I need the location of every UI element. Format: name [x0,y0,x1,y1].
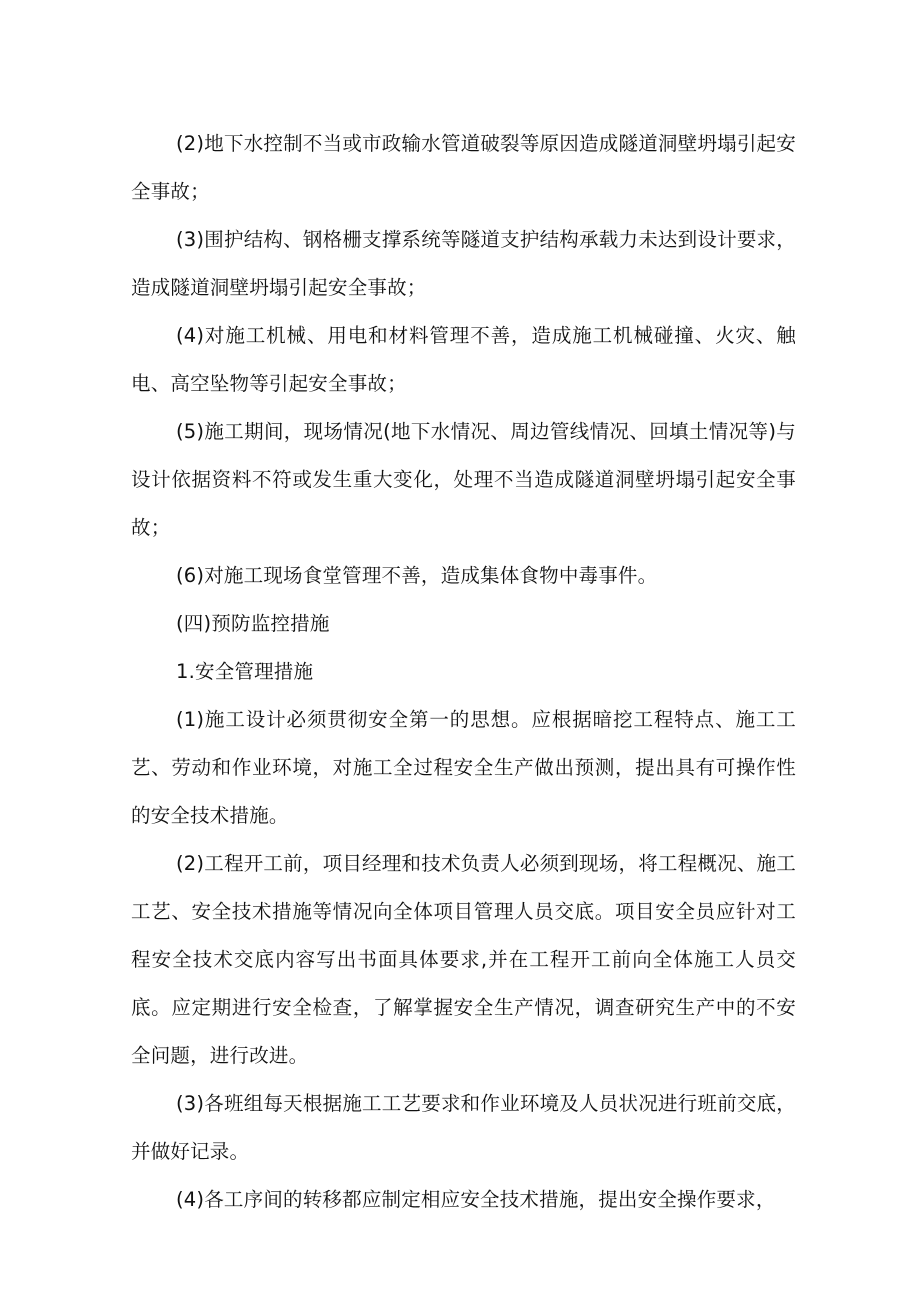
section-heading-prevention: (四)预防监控措施 [176,612,330,635]
subsection-heading-safety-management: 1.安全管理措施 [176,660,314,683]
paragraph-risk-2: (2)地下水控制不当或市政输水管道破裂等原因造成隧道洞壁坍塌引起安全事故； [131,132,796,203]
paragraph-measure-4: (4)各工序间的转移都应制定相应安全技术措施，提出安全操作要求， [176,1188,776,1211]
paragraph-risk-4: (4)对施工机械、用电和材料管理不善，造成施工机械碰撞、火灾、触电、高空坠物等引起安全事故； [131,324,796,395]
document-body [131,120,796,1224]
paragraph-risk-6: (6)对施工现场食堂管理不善，造成集体食物中毒事件。 [176,564,658,587]
paragraph-risk-5: (5)施工期间，现场情况(地下水情况、周边管线情况、回填土情况等)与设计依据资料不符或发生重大变化，处理不当造成隧道洞壁坍塌引起安全事故； [131,420,796,539]
paragraph-measure-2: (2)工程开工前，项目经理和技术负责人必须到现场，将工程概况、施工工艺、安全技术措施等情况向全体项目管理人员交底。项目安全员应针对工程安全技术交底内容写出书面具体要求,并在工程开工前向全体施工人员交底。应定期进行安全检查，了解掌握安全生产情况，调查研究生产中的不安全问题，进行改进。 [131,852,796,1067]
paragraph-measure-1: (1)施工设计必须贯彻安全第一的思想。应根据暗挖工程特点、施工工艺、劳动和作业环境，对施工全过程安全生产做出预测，提出具有可操作性的安全技术措施。 [131,708,796,827]
paragraph-measure-3: (3)各班组每天根据施工工艺要求和作业环境及人员状况进行班前交底，并做好记录。 [131,1092,796,1163]
paragraph-risk-3: (3)围护结构、钢格栅支撑系统等隧道支护结构承载力未达到设计要求，造成隧道洞壁坍塌引起安全事故； [131,228,796,299]
